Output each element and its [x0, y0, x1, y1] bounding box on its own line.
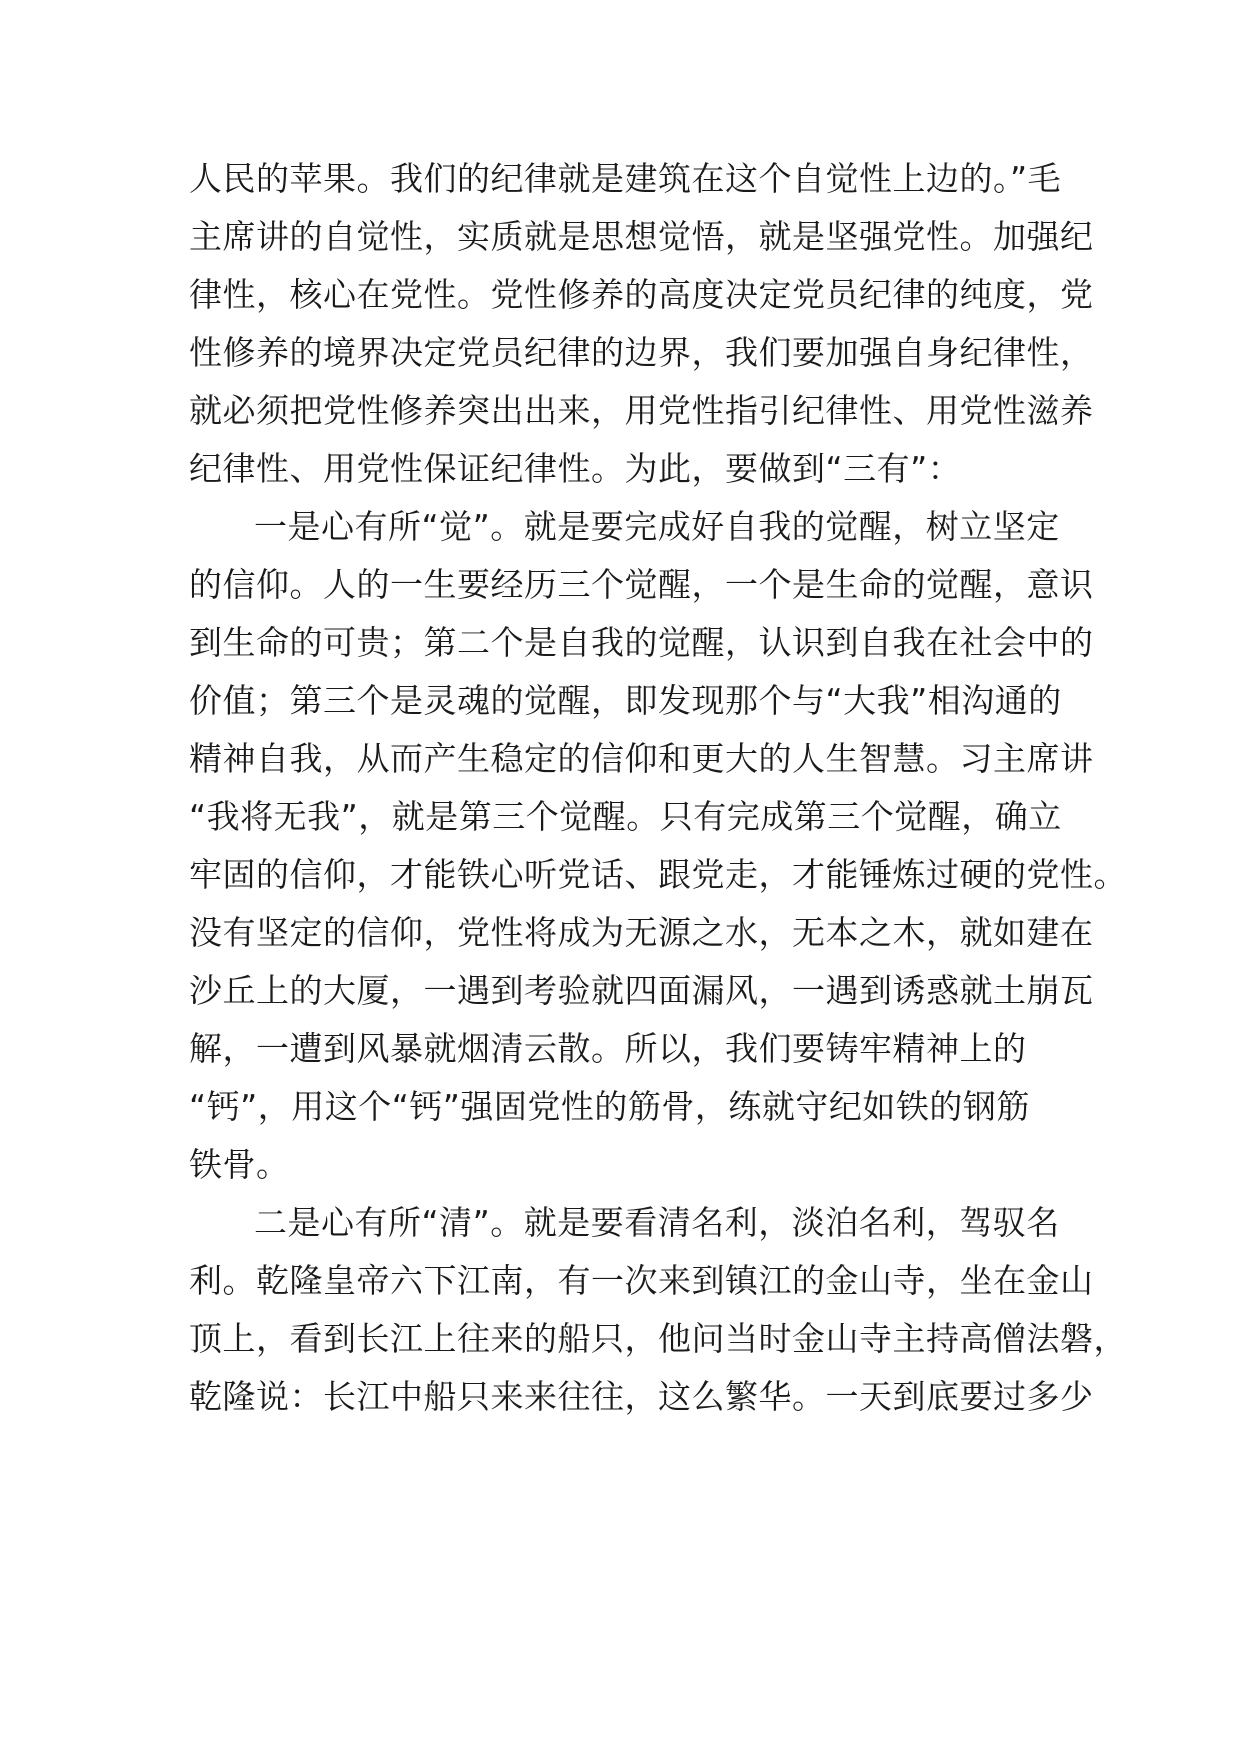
text-line: 到生命的可贵；第二个是自我的觉醒，认识到自我在社会中的	[189, 623, 1094, 662]
text-line: 价值；第三个是灵魂的觉醒，即发现那个与“大我”相沟通的	[189, 681, 1062, 720]
text-line: 牢固的信仰，才能铁心听党话、跟党走，才能锤炼过硬的党性。	[189, 855, 1127, 894]
paragraph-first-line: 二是心有所“清”。就是要看清名利，淡泊名利，驾驭名	[254, 1203, 1060, 1242]
paragraph-first-line: 一是心有所“觉”。就是要完成好自我的觉醒，树立坚定	[254, 507, 1060, 546]
text-line: 铁骨。	[189, 1145, 290, 1184]
text-line: 性修养的境界决定党员纪律的边界，我们要加强自身纪律性，	[189, 333, 1094, 372]
text-line: 没有坚定的信仰，党性将成为无源之水，无本之木，就如建在	[189, 913, 1094, 952]
text-line: 律性，核心在党性。党性修养的高度决定党员纪律的纯度，党	[189, 275, 1094, 314]
text-line: 就必须把党性修养突出出来，用党性指引纪律性、用党性滋养	[189, 391, 1094, 430]
text-line: 纪律性、用党性保证纪律性。为此，要做到“三有”：	[189, 449, 962, 488]
text-line: 乾隆说：长江中船只来来往往，这么繁华。一天到底要过多少	[189, 1377, 1094, 1416]
text-line: 主席讲的自觉性，实质就是思想觉悟，就是坚强党性。加强纪	[189, 217, 1094, 256]
text-line: 沙丘上的大厦，一遇到考验就四面漏风，一遇到诱惑就土崩瓦	[189, 971, 1094, 1010]
text-line: 顶上，看到长江上往来的船只，他问当时金山寺主持高僧法磐，	[189, 1319, 1127, 1358]
text-line: 的信仰。人的一生要经历三个觉醒，一个是生命的觉醒，意识	[189, 565, 1094, 604]
text-line: 精神自我，从而产生稳定的信仰和更大的人生智慧。习主席讲	[189, 739, 1094, 778]
text-line: 利。乾隆皇帝六下江南，有一次来到镇江的金山寺，坐在金山	[189, 1261, 1094, 1300]
text-line: 人民的苹果。我们的纪律就是建筑在这个自觉性上边的。”毛	[189, 159, 1062, 198]
text-line: “我将无我”，就是第三个觉醒。只有完成第三个觉醒，确立	[189, 797, 1062, 836]
text-line: 解，一遭到风暴就烟清云散。所以，我们要铸牢精神上的	[189, 1029, 1027, 1068]
text-line: “钙”，用这个“钙”强固党性的筋骨，练就守纪如铁的钢筋	[189, 1087, 1030, 1126]
